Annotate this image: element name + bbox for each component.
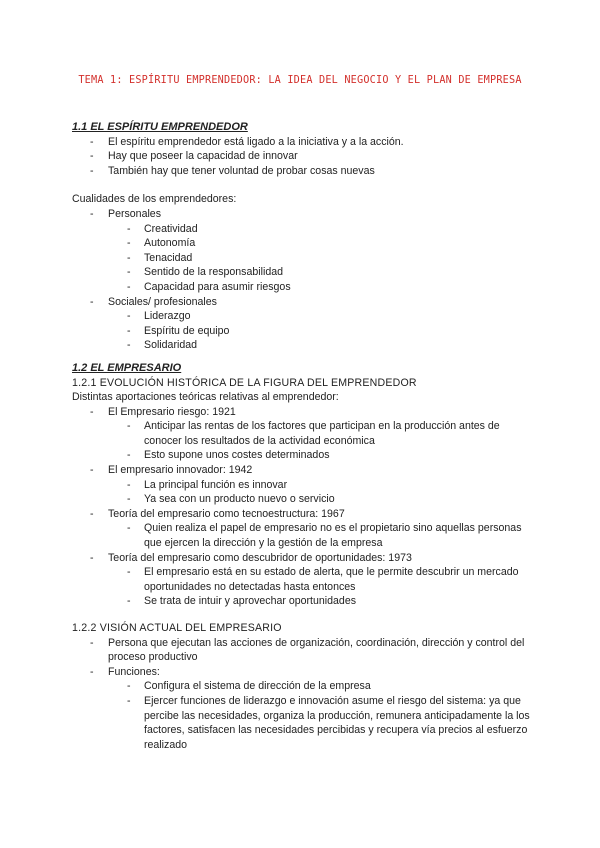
list-item-label: El empresario innovador: 1942: [108, 464, 253, 477]
list-item: - Se trata de intuir y aprovechar oportunidades: [72, 594, 532, 609]
list-item-personal: [72, 207, 532, 295]
list-item: - Tenacidad: [72, 251, 532, 266]
sub-list: [72, 478, 532, 507]
social-qualities-list: [72, 309, 532, 353]
list-item: [72, 405, 532, 463]
list-item: - Capacidad para asumir riesgos: [72, 280, 532, 295]
list-item: - Espíritu de equipo: [72, 324, 532, 339]
list-item: - El empresario está en su estado de alerta, que le permite descubrir un mercado oportunidades no detectadas hasta entonces: [72, 565, 532, 594]
list-item: [72, 551, 532, 609]
list-item: - Ya sea con un producto nuevo o servicio: [72, 492, 532, 507]
list-item-label: El Empresario riesgo: 1921: [108, 405, 236, 418]
list-item-social: [72, 295, 532, 353]
sub-list: [72, 565, 532, 609]
list-item: - Hay que poseer la capacidad de innovar: [72, 149, 532, 164]
list-item-label: Persona que ejecutan las acciones de organización, coordinación, dirección y control del proceso productivo: [108, 636, 525, 664]
list-item: - Autonomía: [72, 236, 532, 251]
list-item: - Liderazgo: [72, 309, 532, 324]
subsection-heading-vision: 1.2.2 VISIÓN ACTUAL DEL EMPRESARIO: [72, 622, 282, 634]
list-item: [72, 636, 532, 665]
list-item-label: Personales: [108, 207, 161, 220]
list-item-label: Sociales/ profesionales: [108, 295, 217, 308]
list-item: - Configura el sistema de dirección de la empresa: [72, 679, 532, 694]
list-item: - Esto supone unos costes determinados: [72, 448, 532, 463]
sub-list: [72, 521, 532, 550]
list-item: [72, 507, 532, 551]
section-heading-empresario: 1.2 EL EMPRESARIO: [72, 361, 182, 374]
list-item: - La principal función es innovar: [72, 478, 532, 493]
document-body: [72, 120, 532, 752]
sub-list: [72, 679, 532, 752]
section-heading-espiritu: 1.1 EL ESPÍRITU EMPRENDEDOR: [72, 121, 248, 133]
list-item: - Sentido de la responsabilidad: [72, 265, 532, 280]
document-title: TEMA 1: ESPÍRITU EMPRENDEDOR: LA IDEA DEL NEGOCIO Y EL PLAN DE EMPRESA: [78, 75, 522, 86]
list-item: [72, 665, 532, 753]
qualities-intro: Cualidades de los emprendedores:: [72, 193, 237, 206]
subsection-heading-evolucion: 1.2.1 EVOLUCIÓN HISTÓRICA DE LA FIGURA DEL EMPRENDEDOR: [72, 376, 417, 389]
list-item: - Anticipar las rentas de los factores que participan en la producción antes de conocer los resultados de la actividad económica: [72, 419, 532, 448]
list-item: - Quien realiza el papel de empresario no es el propietario sino aquellas personas que ejercen la dirección y la gestión de la empresa: [72, 521, 532, 550]
evolucion-list: [72, 405, 532, 609]
list-item: - Ejercer funciones de liderazgo e innovación asume el riesgo del sistema: ya que percibe las necesidades, organiza la producción, remunera anticipadamente la los factores, satisfacen las necesidades percibidas y recupera vía precios al esfuerzo realizado: [72, 694, 532, 752]
list-item: - Creatividad: [72, 222, 532, 237]
list-item-label: Teoría del empresario como descubridor de oportunidades: 1973: [108, 551, 412, 564]
qualities-list: [72, 207, 532, 353]
list-item: - Solidaridad: [72, 338, 532, 353]
list-item: - El espíritu emprendedor está ligado a la iniciativa y a la acción.: [72, 135, 532, 150]
vision-list: [72, 636, 532, 753]
sub-list: [72, 419, 532, 463]
list-item: [72, 463, 532, 507]
list-item: - También hay que tener voluntad de probar cosas nuevas: [72, 164, 532, 179]
evolucion-intro: Distintas aportaciones teóricas relativas al emprendedor:: [72, 391, 339, 404]
intro-bullet-list: [72, 135, 532, 179]
list-item-label: Funciones:: [108, 665, 160, 678]
personal-qualities-list: [72, 222, 532, 295]
list-item-label: Teoría del empresario como tecnoestructura: 1967: [108, 507, 345, 520]
